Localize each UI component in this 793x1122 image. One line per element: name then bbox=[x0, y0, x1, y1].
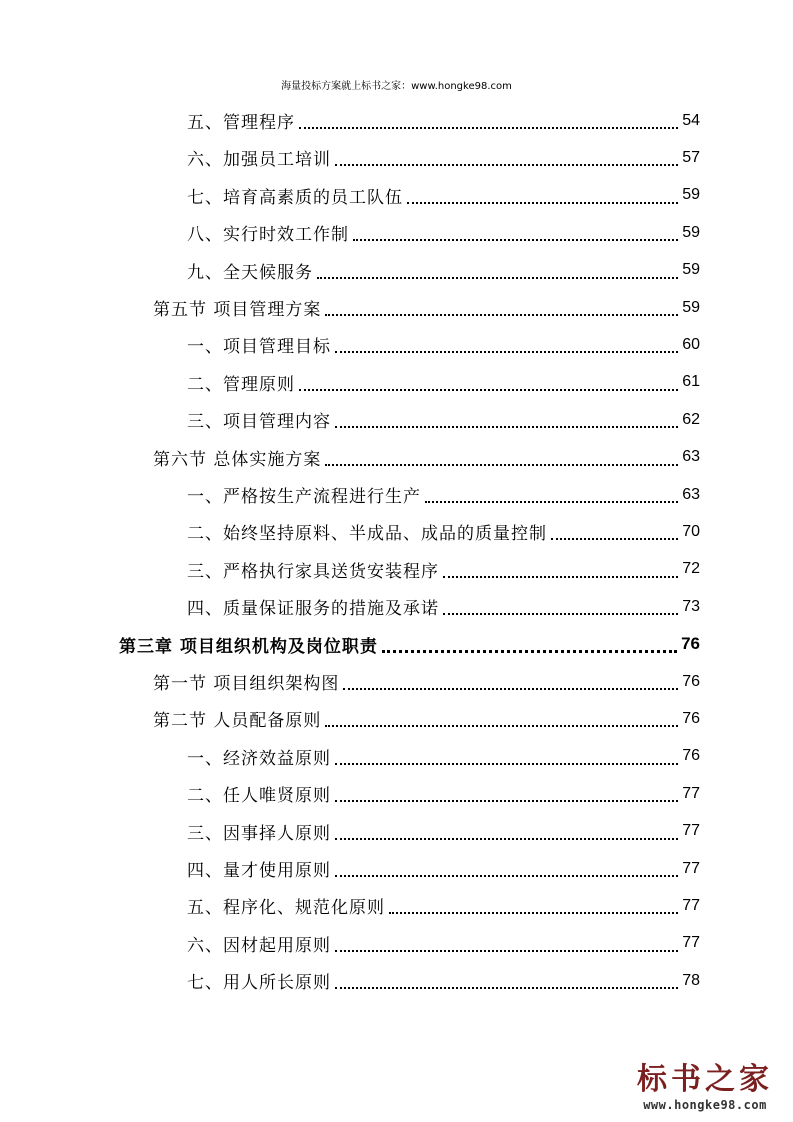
toc-dot-leader bbox=[382, 650, 677, 653]
toc-entry[interactable] bbox=[119, 626, 700, 663]
toc-dot-leader bbox=[317, 277, 678, 279]
toc-entry[interactable] bbox=[153, 439, 700, 476]
toc-entry-title: 九、全天候服务 bbox=[187, 262, 313, 283]
toc-dot-leader bbox=[389, 912, 678, 914]
toc-entry-page-number: 59 bbox=[682, 298, 700, 316]
toc-entry[interactable] bbox=[187, 401, 700, 438]
toc-dot-leader bbox=[335, 950, 678, 952]
toc-entry[interactable] bbox=[187, 214, 700, 251]
watermark bbox=[625, 1062, 785, 1112]
toc-entry-title: 第六节 总体实施方案 bbox=[153, 449, 322, 470]
toc-entry-page-number: 59 bbox=[682, 261, 700, 279]
toc-entry-page-number: 76 bbox=[681, 634, 700, 654]
toc-entry-page-number: 60 bbox=[682, 335, 700, 353]
toc-dot-leader bbox=[407, 202, 678, 204]
toc-entry-page-number: 76 bbox=[682, 672, 700, 690]
toc-dot-leader bbox=[325, 725, 678, 727]
page-header: 海量投标方案就上标书之家：www.hongke98.com bbox=[281, 81, 512, 92]
toc-dot-leader bbox=[335, 838, 678, 840]
toc-entry-title: 三、因事择人原则 bbox=[187, 823, 331, 844]
toc-entry-title: 四、质量保证服务的措施及承诺 bbox=[187, 599, 439, 620]
toc-entry-title: 第三章 项目组织机构及岗位职责 bbox=[119, 636, 378, 657]
toc-entry[interactable] bbox=[187, 813, 700, 850]
toc-entry-page-number: 77 bbox=[682, 822, 700, 840]
toc-entry-page-number: 63 bbox=[682, 448, 700, 466]
toc-entry-page-number: 63 bbox=[682, 485, 700, 503]
toc-entry[interactable] bbox=[187, 177, 700, 214]
toc-entry[interactable] bbox=[187, 962, 700, 999]
toc-entry-title: 五、程序化、规范化原则 bbox=[187, 898, 385, 919]
toc-entry-title: 第一节 项目组织架构图 bbox=[153, 674, 340, 694]
toc-entry-page-number: 77 bbox=[682, 896, 700, 914]
toc-entry[interactable] bbox=[187, 738, 700, 775]
toc-dot-leader bbox=[335, 875, 678, 877]
toc-dot-leader bbox=[425, 501, 678, 503]
toc-dot-leader bbox=[551, 538, 678, 540]
toc-entry[interactable] bbox=[187, 364, 700, 401]
toc-entry[interactable] bbox=[187, 551, 700, 588]
toc-entry-page-number: 62 bbox=[682, 410, 700, 428]
toc-entry[interactable] bbox=[187, 850, 700, 887]
toc-dot-leader bbox=[299, 389, 678, 391]
toc-entry[interactable] bbox=[187, 139, 700, 176]
toc-entry-title: 三、项目管理内容 bbox=[187, 412, 331, 433]
toc-entry-page-number: 77 bbox=[682, 859, 700, 877]
toc-dot-leader bbox=[443, 576, 678, 578]
toc-entry-page-number: 59 bbox=[682, 223, 700, 241]
toc-entry[interactable] bbox=[187, 252, 700, 289]
toc-dot-leader bbox=[353, 239, 678, 241]
toc-entry[interactable] bbox=[153, 289, 700, 326]
toc-entry[interactable] bbox=[187, 775, 700, 812]
toc-entry-title: 一、项目管理目标 bbox=[187, 337, 331, 358]
toc-dot-leader bbox=[325, 314, 678, 316]
toc-entry-page-number: 77 bbox=[682, 934, 700, 952]
toc-entry-title: 二、始终坚持原料、半成品、成品的质量控制 bbox=[187, 524, 547, 545]
toc-dot-leader bbox=[325, 464, 678, 466]
toc-dot-leader bbox=[443, 613, 678, 615]
toc-entry-title: 五、管理程序 bbox=[187, 113, 295, 133]
toc-entry-title: 二、任人唯贤原则 bbox=[187, 786, 331, 807]
toc-dot-leader bbox=[299, 127, 678, 129]
toc-dot-leader bbox=[335, 763, 678, 765]
toc-entry-page-number: 70 bbox=[682, 522, 700, 540]
toc-entry-title: 三、严格执行家具送货安装程序 bbox=[187, 561, 439, 582]
toc-dot-leader bbox=[343, 688, 678, 690]
toc-entry-page-number: 73 bbox=[682, 597, 700, 615]
toc-entry-page-number: 76 bbox=[682, 709, 700, 727]
toc-entry-page-number: 78 bbox=[682, 971, 700, 989]
toc-entry[interactable] bbox=[187, 102, 700, 139]
toc-dot-leader bbox=[335, 426, 678, 428]
toc-entry-page-number: 59 bbox=[682, 186, 700, 204]
toc-entry-page-number: 72 bbox=[682, 560, 700, 578]
toc-entry-title: 七、用人所长原则 bbox=[187, 973, 331, 994]
toc-entry[interactable] bbox=[187, 588, 700, 625]
toc-entry[interactable] bbox=[153, 663, 700, 700]
watermark-url: www.hongke98.com bbox=[643, 1098, 767, 1112]
toc-entry[interactable] bbox=[187, 476, 700, 513]
toc-entry[interactable] bbox=[187, 513, 700, 550]
toc-entry-page-number: 61 bbox=[682, 373, 700, 391]
toc-dot-leader bbox=[335, 351, 678, 353]
toc-entry-page-number: 77 bbox=[682, 784, 700, 802]
watermark-logo: 标书之家 bbox=[637, 1062, 773, 1097]
toc-entry-page-number: 76 bbox=[682, 747, 700, 765]
toc-entry-title: 一、严格按生产流程进行生产 bbox=[187, 487, 421, 507]
toc-dot-leader bbox=[335, 987, 678, 989]
toc-entry-title: 八、实行时效工作制 bbox=[187, 225, 349, 246]
toc-dot-leader bbox=[335, 800, 678, 802]
toc-entry[interactable] bbox=[153, 700, 700, 737]
toc-entry-page-number: 57 bbox=[682, 148, 700, 166]
toc-entry-title: 七、培育高素质的员工队伍 bbox=[187, 187, 403, 208]
toc-entry-title: 六、因材起用原则 bbox=[187, 935, 331, 956]
toc-dot-leader bbox=[335, 164, 678, 166]
toc-entry-title: 第二节 人员配备原则 bbox=[153, 711, 322, 732]
toc-entry-title: 六、加强员工培训 bbox=[187, 150, 331, 171]
toc-entry-title: 一、经济效益原则 bbox=[187, 748, 331, 769]
toc-entry[interactable] bbox=[187, 925, 700, 962]
toc-entry[interactable] bbox=[187, 326, 700, 363]
toc-entry-page-number: 54 bbox=[682, 111, 700, 129]
toc-entry-title: 第五节 项目管理方案 bbox=[153, 300, 322, 320]
toc-entry[interactable] bbox=[187, 887, 700, 924]
toc-entry-title: 二、管理原则 bbox=[187, 374, 295, 395]
toc-entry-title: 四、量才使用原则 bbox=[187, 861, 331, 881]
